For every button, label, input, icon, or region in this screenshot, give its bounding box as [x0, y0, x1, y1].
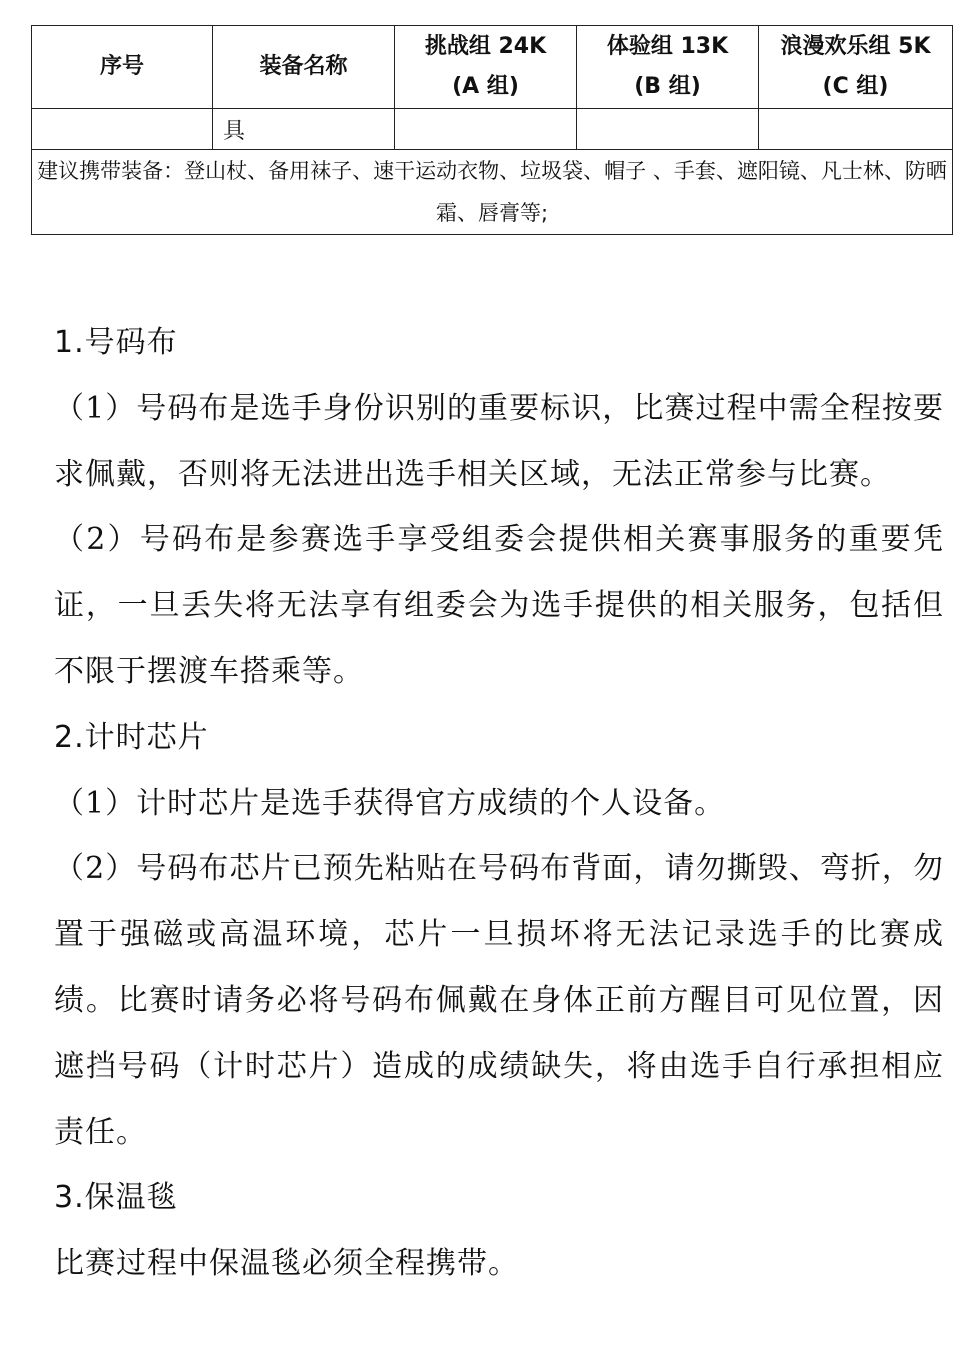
table-cell-group-b [577, 109, 759, 150]
header-equipment-name: 装备名称 [213, 26, 395, 109]
paragraph-bib-1: （1）号码布是选手身份识别的重要标识，比赛过程中需全程按要求佩戴，否则将无法进出选手相关区域，无法正常参与比赛。 [54, 390, 944, 492]
document-body [54, 310, 944, 1297]
header-group-a: 挑战组 24K (A 组) [395, 26, 577, 109]
paragraph-chip-1: （1）计时芯片是选手获得官方成绩的个人设备。 [54, 785, 726, 821]
equipment-table [31, 25, 953, 235]
table-cell-group-c [759, 109, 953, 150]
paragraph-chip-2: （2）号码布芯片已预先粘贴在号码布背面，请勿撕毁、弯折，勿置于强磁或高温环境，芯片一旦损坏将无法记录选手的比赛成绩。比赛时请务必将号码布佩戴在身体正前方醒目可见位置，因遮挡号码（计时芯片）造成的成绩缺失，将由选手自行承担相应责任。 [54, 851, 944, 1150]
recommended-equipment-note: 建议携带装备：登山杖、备用袜子、速干运动衣物、垃圾袋、帽子 、手套、遮阳镜、凡士林、防晒霜、唇膏等; [32, 150, 953, 235]
table-header-row [32, 26, 953, 109]
table-cell-equipment: 具 [213, 109, 395, 150]
header-group-c: 浪漫欢乐组 5K (C 组) [759, 26, 953, 109]
paragraph-blanket-1: 比赛过程中保温毯必须全程携带。 [54, 1246, 519, 1282]
header-serial-number: 序号 [32, 26, 213, 109]
table-cell-serial [32, 109, 213, 150]
table-note-row [32, 150, 953, 235]
paragraph-bib-2: （2）号码布是参赛选手享受组委会提供相关赛事服务的重要凭证，一旦丢失将无法享有组委会为选手提供的相关服务，包括但不限于摆渡车搭乘等。 [54, 522, 944, 689]
section-heading-timing-chip: 2.计时芯片 [54, 719, 209, 755]
table-cell-group-a [395, 109, 577, 150]
table-row [32, 109, 953, 150]
section-heading-thermal-blanket: 3.保温毯 [54, 1180, 178, 1216]
header-group-b: 体验组 13K (B 组) [577, 26, 759, 109]
section-heading-bib: 1.号码布 [54, 325, 178, 360]
